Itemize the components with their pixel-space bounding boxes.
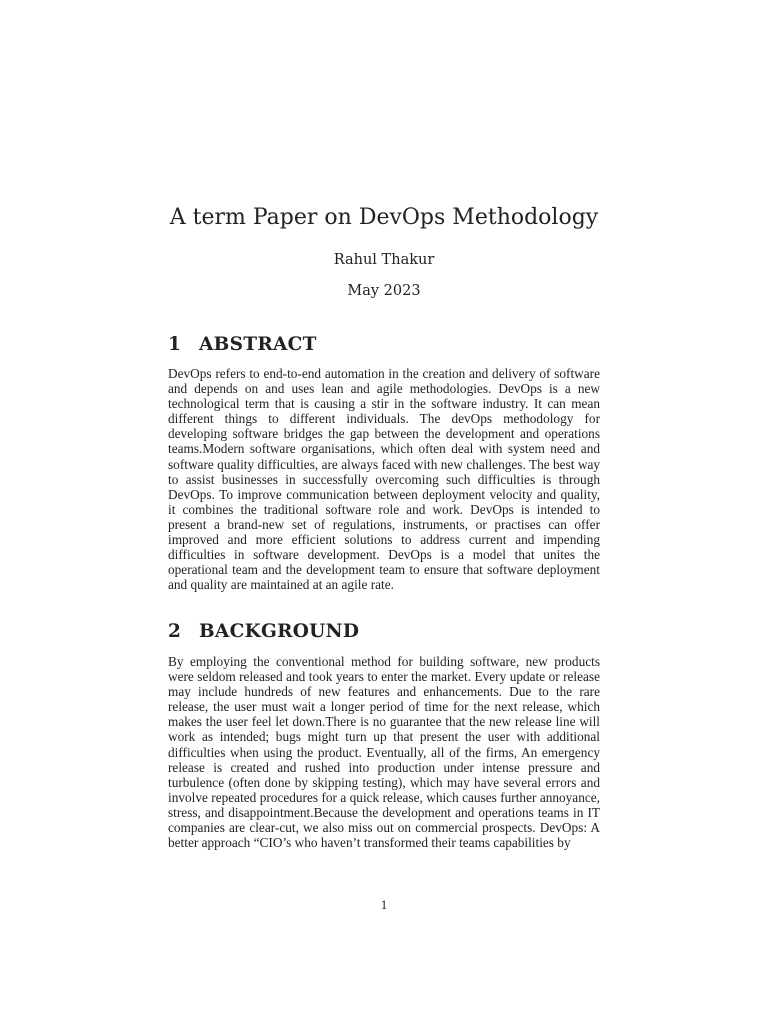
- page-number: 1: [380, 897, 388, 912]
- background-paragraph: By employing the conventional method for building software, new products were seldom released and took years to enter the market. Every update or release may include hundreds of new features and enhancements. Due to the rare release, the user must wait a longer period of time for the next release, which makes the user feel let down.There is no guarantee that the new release line will work as intended; bugs might turn up that present the user with additional difficulties when using the product. Eventually, all of the firms, An emergency release is created and rushed into production under intense pressure and turbulence (often done by skipping testing), which may have several errors and involve repeated procedures for a quick release, which causes further annoyance, stress, and disappointment.Because the development and operations teams in IT companies are clear-cut, we also miss out on commercial prospects. DevOps: A better approach “CIO’s who haven’t transformed their teams capabilities by: [168, 654, 600, 851]
- section-title: ABSTRACT: [199, 334, 317, 355]
- paper-title: A term Paper on DevOps Methodology: [169, 205, 599, 230]
- section-title: BACKGROUND: [199, 621, 360, 642]
- section-heading-abstract: [168, 334, 317, 355]
- paper-author: Rahul Thakur: [333, 252, 435, 268]
- abstract-paragraph: DevOps refers to end-to-end automation in the creation and delivery of software and depends on and uses lean and agile methodologies. DevOps is a new technological term that is causing a stir in the software industry. It can mean different things to different individuals. The devOps methodology for developing software bridges the gap between the development and operations teams.Modern software organisations, which often deal with system need and software quality difficulties, are always faced with new challenges. The best way to assist businesses in successfully overcoming such difficulties is through DevOps. To improve communication between deployment velocity and quality, it combines the traditional software role and work. DevOps is intended to present a brand-new set of regulations, instruments, or practises can offer improved and more efficient solutions to address current and impending difficulties in software development. DevOps is a model that unites the operational team and the development team to ensure that software deployment and quality are maintained at an agile rate.: [168, 366, 600, 593]
- paper-date: May 2023: [347, 283, 421, 299]
- section-number: 1: [168, 334, 182, 355]
- section-number: 2: [168, 621, 182, 642]
- section-heading-background: [168, 621, 359, 642]
